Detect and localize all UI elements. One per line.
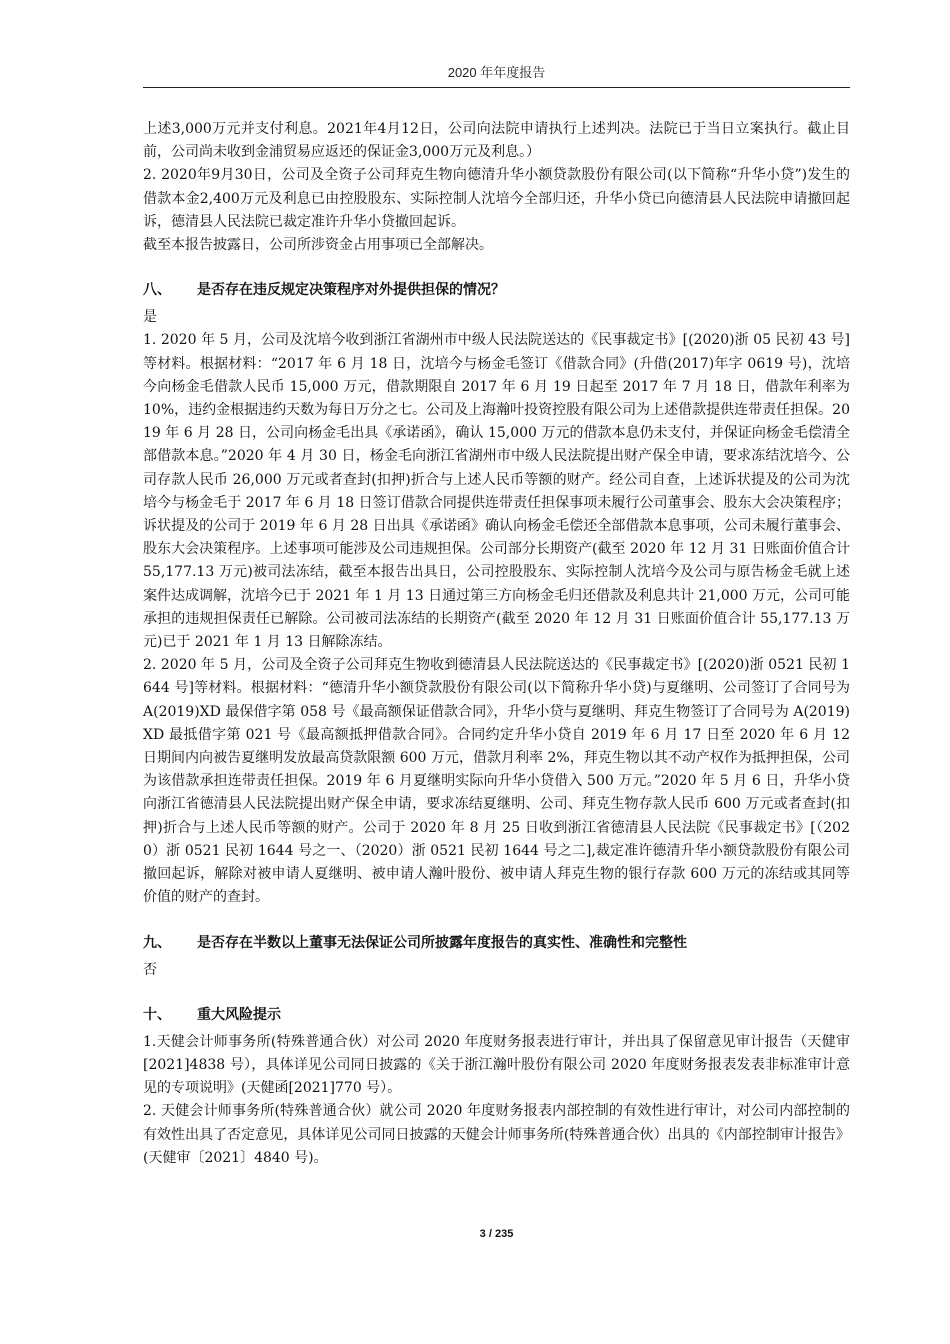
section-8-answer: 是 [143, 309, 157, 326]
section-10-paragraph-1: 1.天健会计师事务所(特殊普通合伙）对公司 2020 年度财务报表进行审计，并出具了保留意见审计报告（天健审[2021]4838 号），具体详见公司同日披露的《关于浙江瀚叶股份有限公司 2020 年度财务报表发表非标准审计意见的专项说明》(天健函[2021]770 号）。 [143, 1033, 850, 1097]
page-header: 2020 年年度报告 [447, 65, 546, 80]
section-10-title: 重大风险提示 [197, 1006, 281, 1023]
intro-paragraph-3: 截至本报告披露日，公司所涉资金占用事项已全部解决。 [143, 237, 493, 254]
section-9-heading [143, 932, 850, 955]
section-10-number: 十、 [143, 1006, 171, 1023]
header-rule [143, 87, 850, 88]
page-number: 3 / 235 [479, 1228, 514, 1240]
document-body [143, 118, 850, 1170]
section-8-heading [143, 279, 850, 302]
section-8-number: 八、 [143, 282, 171, 299]
section-9-number: 九、 [143, 934, 171, 951]
section-8-title: 是否存在违反规定决策程序对外提供担保的情况？ [197, 282, 505, 299]
intro-paragraph-1: 上述3,000万元并支付利息。2021年4月12日，公司向法院申请执行上述判决。法院已于当日立案执行。截止目前，公司尚未收到金浦贸易应返还的保证金3,000万元及利息。） [143, 121, 850, 161]
section-10-paragraph-2: 2. 天健会计师事务所(特殊普通合伙）就公司 2020 年度财务报表内部控制的有效性进行审计，对公司内部控制的有效性出具了否定意见，具体详见公司同日披露的天健会计师事务所(特殊普通合伙）出具的《内部控制审计报告》(天健审〔2021〕4840 号)。 [143, 1103, 850, 1166]
section-8-paragraph-2: 2. 2020 年 5 月，公司及全资子公司拜克生物收到德清县人民法院送达的《民事裁定书》[(2020)浙 0521 民初 1644 号]等材料。根据材料：“德清升华小额贷款股份有限公司(以下简称升华小贷)与夏继明、公司签订了合同号为 A(2019)XD 最保借字第 058 号《最高额保证借款合同》，升华小贷与夏继明、拜克生物签订了合同号为 A(2019)XD 最抵借字第 021 号《最高额抵押借款合同》。合同约定升华小贷自 2019 年 6 月 17 日至 2020 年 6 月 12 日期间内向被告夏继明发放最高贷款限额 600 万元，借款月利率 2%，拜克生物以其不动产权作为抵押担保，公司为该借款承担连带责任担保。2019 年 6 月夏继明实际向升华小贷借入 500 万元。”2020 年 5 月 6 日，升华小贷向浙江省德清县人民法院提出财产保全申请，要求冻结夏继明、公司、拜克生物存款人民币 600 万元或者查封(扣押)折合与上述人民币等额的财产。公司于 2020 年 8 月 25 日收到浙江省德清县人民法院《民事裁定书》[（2020）浙 0521 民初 1644 号之一、（2020）浙 0521 民初 1644 号之二],裁定准许德清升华小额贷款股份有限公司撤回起诉，解除对被申请人夏继明、被申请人瀚叶股份、被申请人拜克生物的银行存款 600 万元的冻结或其同等价值的财产的查封。 [143, 657, 850, 906]
section-9-answer: 否 [143, 961, 157, 978]
intro-paragraph-2: 2. 2020年9月30日，公司及全资子公司拜克生物向德清升华小额贷款股份有限公司(以下简称“升华小贷”)发生的借款本金2,400万元及利息已由控股股东、实际控制人沈培今全部归还，升华小贷已向德清县人民法院申请撤回起诉，德清县人民法院已裁定准许升华小贷撤回起诉。 [143, 167, 850, 230]
section-9-title: 是否存在半数以上董事无法保证公司所披露年度报告的真实性、准确性和完整性 [197, 934, 687, 951]
section-8-paragraph-1: 1. 2020 年 5 月，公司及沈培今收到浙江省湖州市中级人民法院送达的《民事裁定书》[(2020)浙 05 民初 43 号]等材料。根据材料：“2017 年 6 月 18 日，沈培今与杨金毛签订《借款合同》(升借(2017)年字 0619 号)，沈培今向杨金毛借款人民币 15,000 万元，借款期限自 2017 年 6 月 19 日起至 2017 年 7 月 18 日，借款年利率为 10%，违约金根据违约天数为每日万分之七。公司及上海瀚叶投资控股有限公司为上述借款提供连带责任担保。2019 年 6 月 28 日，公司向杨金毛出具《承诺函》，确认 15,000 万元的借款本息仍未支付，并保证向杨金毛偿清全部借款本息。”2020 年 4 月 30 日，杨金毛向浙江省湖州市中级人民法院提出财产保全申请，要求冻结沈培今、公司存款人民币 26,000 万元或者查封(扣押)折合与上述人民币等额的财产。经公司自查，上述诉状提及的公司为沈培今与杨金毛于 2017 年 6 月 18 日签订借款合同提供连带责任担保事项未履行公司董事会、股东大会决策程序；诉状提及的公司于 2019 年 6 月 28 日出具《承诺函》确认向杨金毛偿还全部借款本息事项，公司未履行董事会、股东大会决策程序。上述事项可能涉及公司违规担保。公司部分长期资产(截至 2020 年 12 月 31 日账面价值合计 55,177.13 万元)被司法冻结，截至本报告出具日，公司控股股东、实际控制人沈培今及公司与原告杨金毛就上述案件达成调解，沈培今已于 2021 年 1 月 13 日通过第三方向杨金毛归还借款及利息共计 21,000 万元，公司可能承担的违规担保责任已解除。公司被司法冻结的长期资产(截至 2020 年 12 月 31 日账面价值合计 55,177.13 万元)已于 2021 年 1 月 13 日解除冻结。 [143, 332, 850, 651]
section-10-heading [143, 1004, 850, 1027]
